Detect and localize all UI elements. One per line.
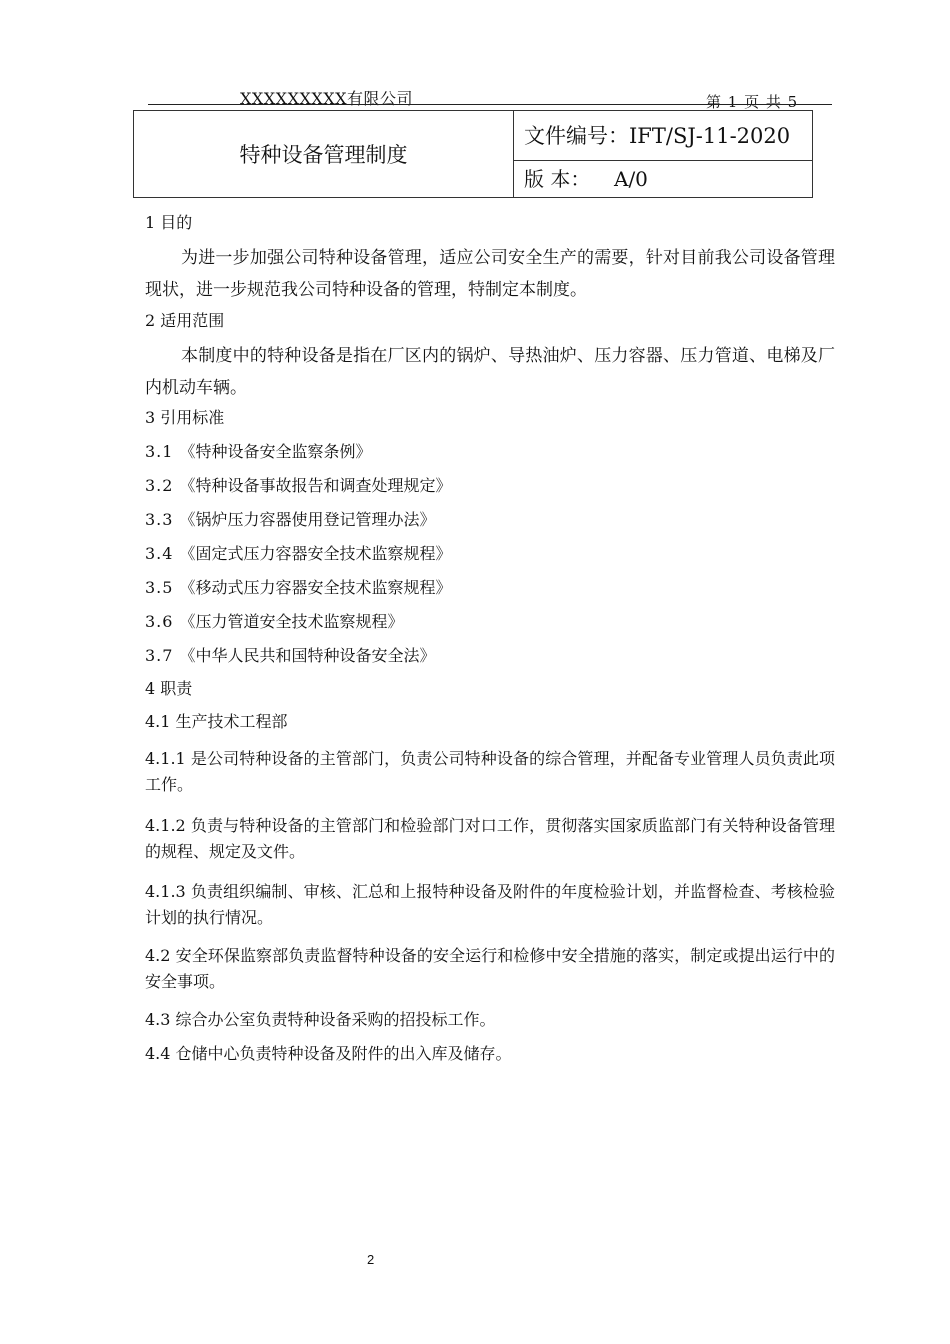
clause-4-1-3: 4.1.3 负责组织编制、审核、汇总和上报特种设备及附件的年度检验计划，并监督检查、考核检验计划的执行情况。: [145, 882, 835, 927]
clause-4-1-2: 4.1.2 负责与特种设备的主管部门和检验部门对口工作，贯彻落实国家质监部门有关特种设备管理的规程、规定及文件。: [145, 816, 835, 861]
section-1-paragraph: 为进一步加强公司特种设备管理，适应公司安全生产的需要，针对目前我公司设备管理现状，进一步规范我公司特种设备的管理，特制定本制度。: [145, 248, 835, 300]
section-3-heading: 3 引用标准: [145, 408, 225, 427]
clause-4-1-1: 4.1.1 是公司特种设备的主管部门，负责公司特种设备的综合管理，并配备专业管理人员负责此项工作。: [145, 749, 835, 794]
company-name: XXXXXXXXX有限公司: [240, 89, 414, 108]
section-1-heading: 1 目的: [145, 213, 193, 232]
clause-4-2: 4.2 安全环保监察部负责监督特种设备的安全运行和检修中安全措施的落实，制定或提出运行中的安全事项。: [145, 946, 835, 991]
standard-item: 3.5 《移动式压力容器安全技术监察规程》: [145, 578, 452, 597]
standard-item: 3.2 《特种设备事故报告和调查处理规定》: [145, 476, 452, 495]
header-rule: [148, 104, 832, 105]
clause-4-3: 4.3 综合办公室负责特种设备采购的招投标工作。: [145, 1010, 496, 1029]
section-4-1-heading: 4.1 生产技术工程部: [145, 712, 288, 731]
section-4-heading: 4 职责: [145, 679, 193, 698]
page-number: 2: [367, 1252, 375, 1267]
standard-item: 3.6 《压力管道安全技术监察规程》: [145, 612, 404, 631]
standard-item: 3.7 《中华人民共和国特种设备安全法》: [145, 646, 436, 665]
standard-item: 3.4 《固定式压力容器安全技术监察规程》: [145, 544, 452, 563]
standard-item: 3.3 《锅炉压力容器使用登记管理办法》: [145, 510, 436, 529]
version-value: A/0: [614, 167, 648, 191]
clause-4-4: 4.4 仓储中心负责特种设备及附件的出入库及储存。: [145, 1044, 512, 1063]
page-info: 第 1 页 共 5: [706, 93, 799, 111]
header-table: [133, 110, 813, 198]
section-2-heading: 2 适用范围: [145, 311, 225, 330]
standard-item: 3.1 《特种设备安全监察条例》: [145, 442, 372, 461]
section-2-paragraph: 本制度中的特种设备是指在厂区内的锅炉、导热油炉、压力容器、压力管道、电梯及厂内机动车辆。: [145, 346, 835, 398]
document-title: 特种设备管理制度: [134, 111, 514, 197]
document-number: 文件编号：IFT/SJ-11-2020: [514, 111, 812, 161]
document-version: [514, 161, 822, 197]
version-label: 版 本：: [524, 167, 591, 191]
